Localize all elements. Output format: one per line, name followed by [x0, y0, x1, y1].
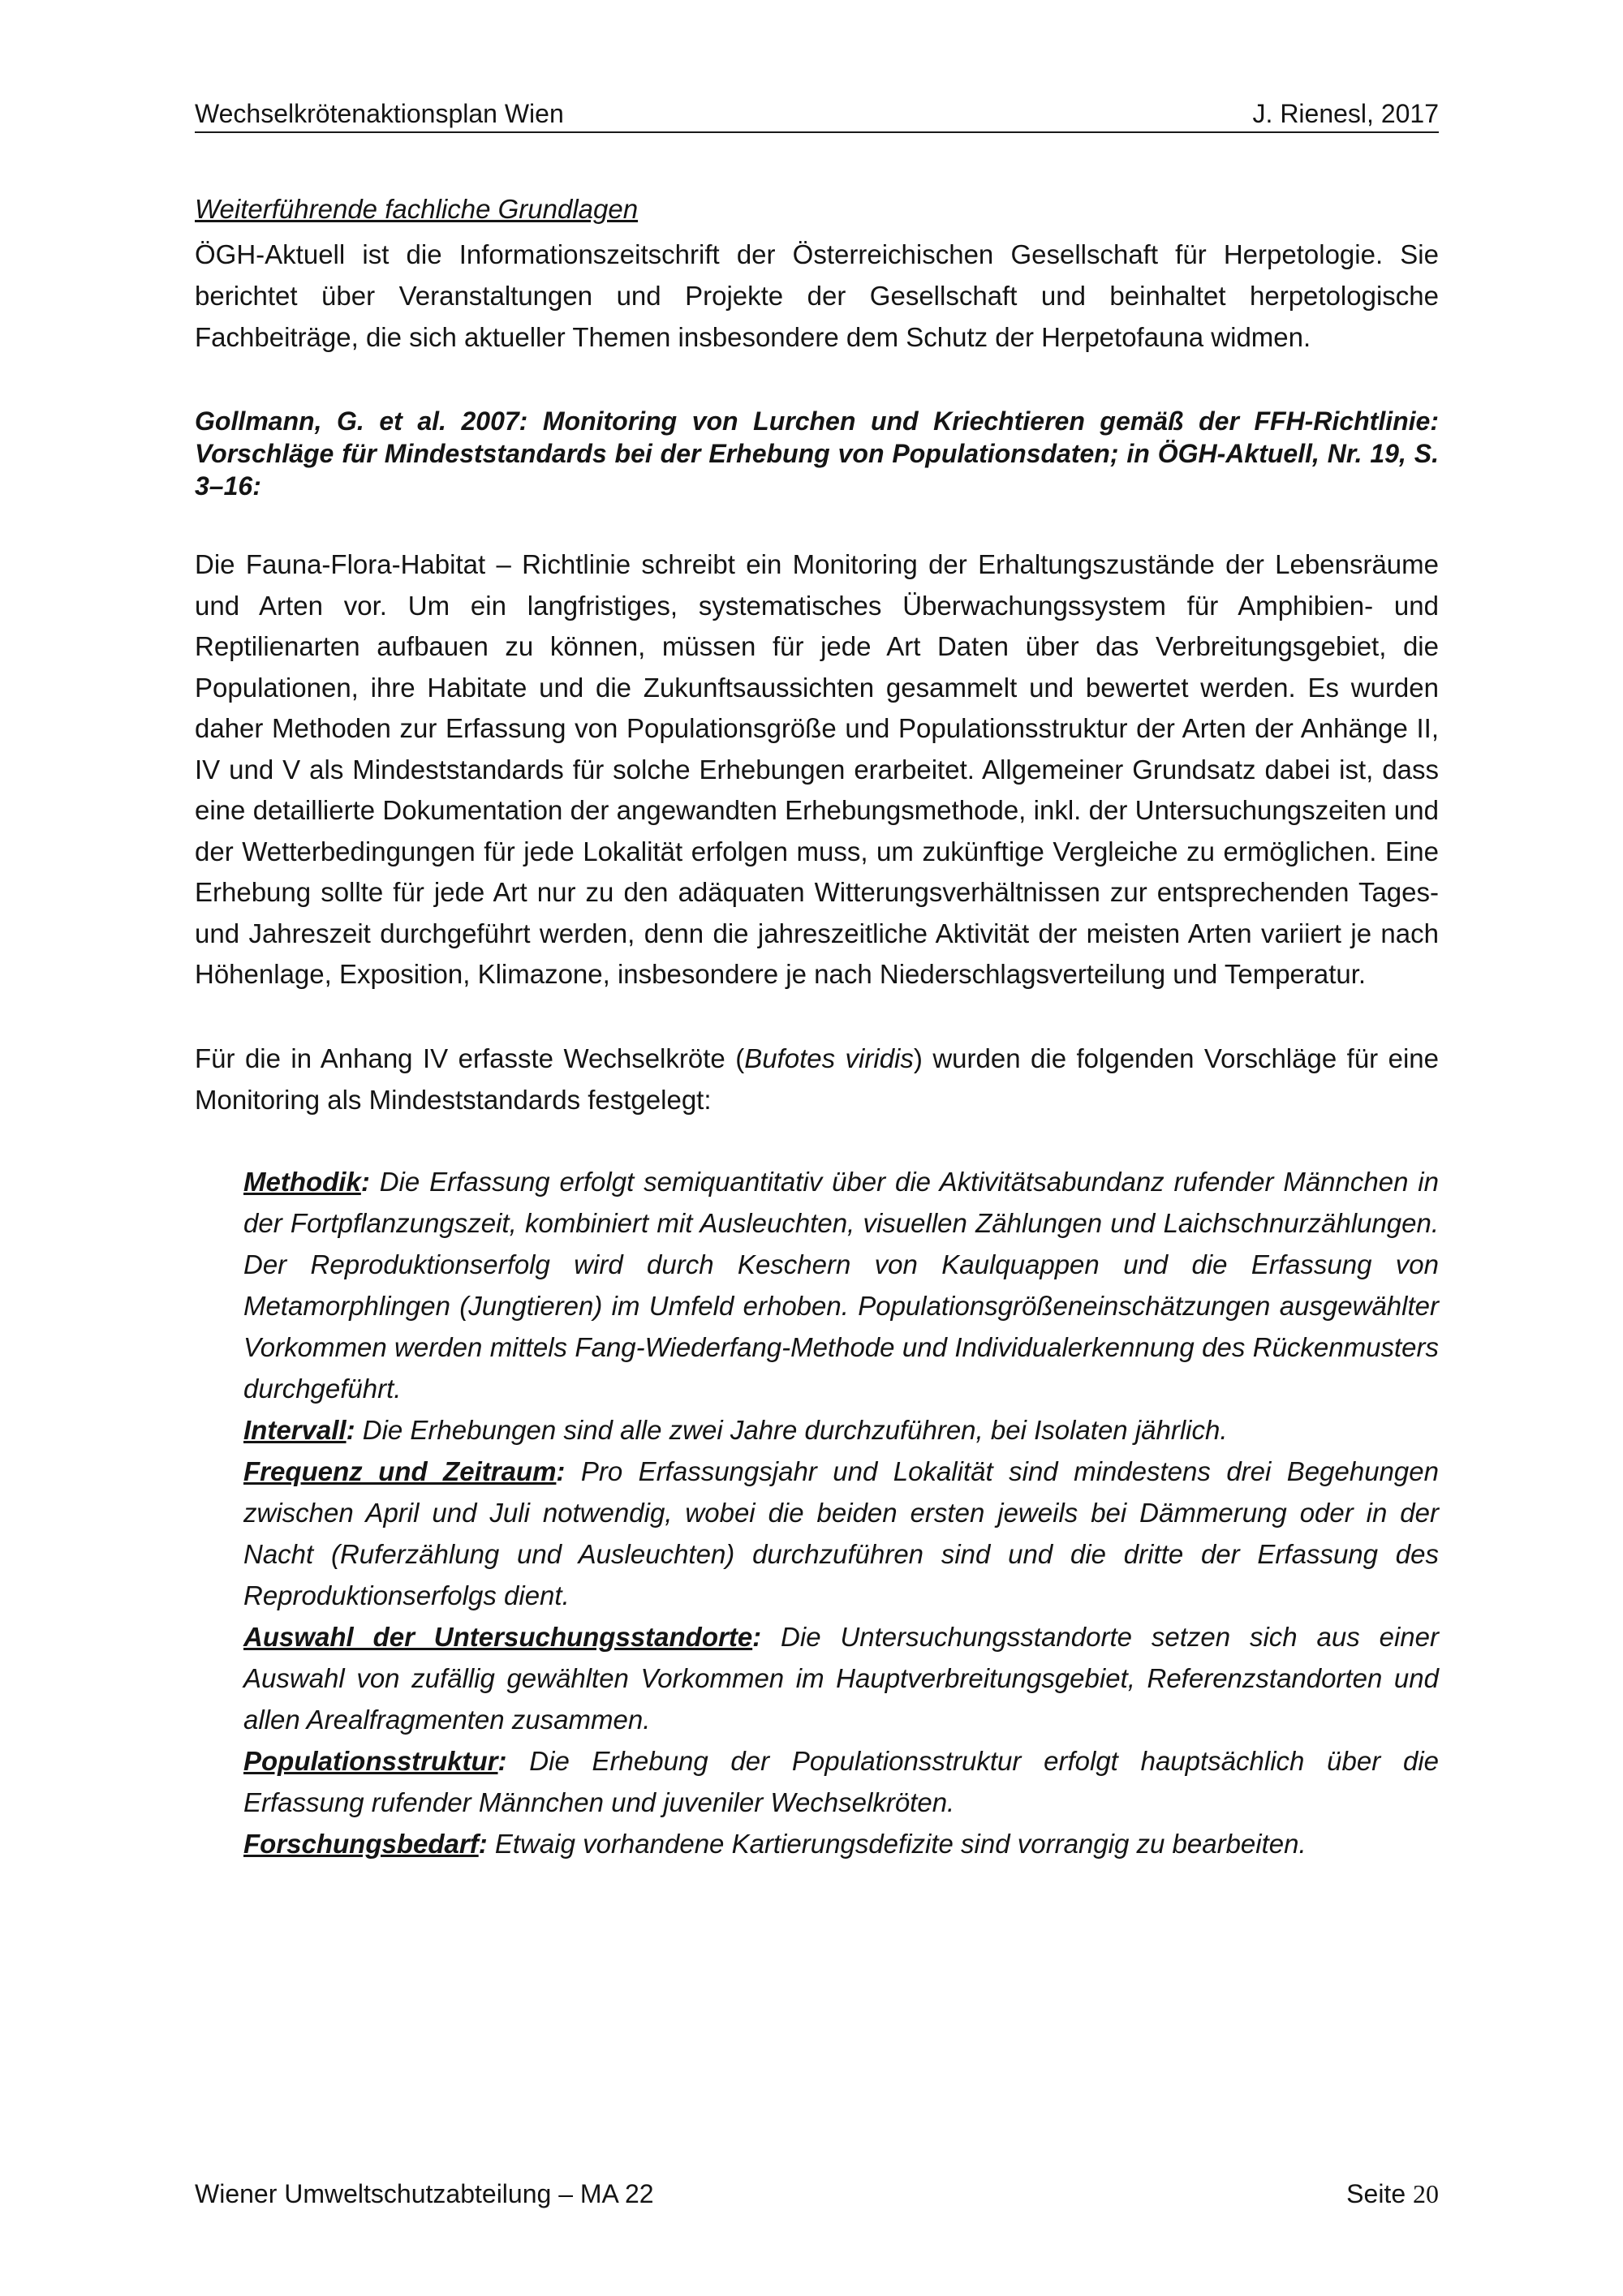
standard-intervall: Intervall: Die Erhebungen sind alle zwei Jahre durchzuführen, bei Isolaten jährlich.: [243, 1414, 1228, 1445]
monitoring-standards: [243, 1161, 1439, 1864]
standard-text: Pro Erfassungsjahr und Lokalität sind mindestens drei Begehungen zwischen April und Juli notwendig, wobei die beiden ersten jeweils bei Dämmerung oder in der Nacht (Ruferzählung und Ausleuchten) durchzuführen sind und die dritte der Erfassung des Reproduktionserfolgs dient.: [243, 1455, 1439, 1610]
standard-methodik: Methodik: Die Erfassung erfolgt semiquantitativ über die Aktivitätsabundanz rufender Männchen in der Fortpflanzungszeit, kombiniert mit Ausleuchten, visuellen Zählungen und Laichschnurzählungen. Der Reproduktionserfolg wird durch Keschern von Kaulquappen und die Erfassung von Metamorphlingen (Jungtieren) im Umfeld erhoben. Populationsgrößeneinschätzungen ausgewählter Vorkommen werden mittels Fang-Wiederfang-Methode und Individualerkennung des Rückenmusters durchgeführt.: [243, 1166, 1439, 1404]
header-title: Wechselkrötenaktionsplan Wien: [195, 99, 564, 128]
footer-page-label: Seite: [1346, 2179, 1413, 2208]
citation: Gollmann, G. et al. 2007: Monitoring von Lurchen und Kriechtieren gemäß der FFH-Richtlinie: Vorschläge für Mindeststandards bei der Erhebung von Populationsdaten; in ÖGH-Aktuell, Nr. 19, S. 3–16:: [195, 406, 1439, 501]
section-title: Weiterführende fachliche Grundlagen: [195, 194, 639, 224]
species-name: Bufotes viridis: [744, 1043, 914, 1073]
standard-text: Die Erfassung erfolgt semiquantitativ über die Aktivitätsabundanz rufender Männchen in der Fortpflanzungszeit, kombiniert mit Ausleuchten, visuellen Zählungen und Laichschnurzählungen. Der Reproduktionserfolg wird durch Keschern von Kaulquappen und die Erfassung von Metamorphlingen (Jungtieren) im Umfeld erhoben. Populationsgrößeneinschätzungen ausgewählter Vorkommen werden mittels Fang-Wiederfang-Methode und Individualerkennung des Rückenmusters durchgeführt.: [243, 1166, 1439, 1404]
page-content: [195, 188, 1439, 1864]
standard-text: Die Erhebungen sind alle zwei Jahre durchzuführen, bei Isolaten jährlich.: [355, 1414, 1228, 1445]
standard-term: Forschungsbedarf: [243, 1828, 479, 1859]
page-footer: [195, 2176, 1439, 2212]
species-intro-before: Für die in Anhang IV erfasste Wechselkröte (: [195, 1043, 745, 1073]
page-header: [195, 96, 1439, 133]
standard-auswahl: Auswahl der Untersuchungsstandorte: Die Untersuchungsstandorte setzen sich aus einer Auswahl von zufällig gewählten Vorkommen im Hauptverbreitungsgebiet, Referenzstandorten und allen Arealfragmenten zusammen.: [243, 1621, 1439, 1735]
standard-term: Methodik: [243, 1166, 361, 1197]
intro-paragraph: ÖGH-Aktuell ist die Informationszeitschrift der Österreichischen Gesellschaft für Herpetologie. Sie berichtet über Veranstaltungen und Projekte der Gesellschaft und beinhaltet herpetologische Fachbeiträge, die sich aktueller Themen insbesondere dem Schutz der Herpetofauna widmen.: [195, 239, 1439, 352]
footer-department: Wiener Umweltschutzabteilung – MA 22: [195, 2179, 654, 2208]
standard-text: Die Erhebung der Populationsstruktur erfolgt hauptsächlich über die Erfassung rufender Männchen und juveniler Wechselkröten.: [243, 1745, 1439, 1817]
summary-paragraph: Die Fauna-Flora-Habitat – Richtlinie schreibt ein Monitoring der Erhaltungszustände der Lebensräume und Arten vor. Um ein langfristiges, systematisches Überwachungssystem für Amphibien- und Reptilienarten aufbauen zu können, müssen für jede Art Daten über das Verbreitungsgebiet, die Populationen, ihre Habitate und die Zukunftsaussichten gesammelt und bewertet werden. Es wurden daher Methoden zur Erfassung von Populationsgröße und Populationsstruktur der Arten der Anhänge II, IV und V als Mindeststandards für solche Erhebungen erarbeitet. Allgemeiner Grundsatz dabei ist, dass eine detaillierte Dokumentation der angewandten Erhebungsmethode, inkl. der Untersuchungszeiten und der Wetterbedingungen für jede Lokalität erfolgen muss, um zukünftige Vergleiche zu ermöglichen. Eine Erhebung sollte für jede Art nur zu den adäquaten Witterungsverhältnissen zur entsprechenden Tages- und Jahreszeit durchgeführt werden, denn die jahreszeitliche Aktivität der meisten Arten variiert je nach Höhenlage, Exposition, Klimazone, insbesondere je nach Niederschlagsverteilung und Temperatur.: [195, 549, 1439, 989]
standard-forschungsbedarf: Forschungsbedarf: Etwaig vorhandene Kartierungsdefizite sind vorrangig zu bearbeiten.: [243, 1828, 1307, 1859]
standard-frequenz: Frequenz und Zeitraum: Pro Erfassungsjahr und Lokalität sind mindestens drei Begehungen zwischen April und Juli notwendig, wobei die beiden ersten jeweils bei Dämmerung oder in der Nacht (Ruferzählung und Ausleuchten) durchzuführen sind und die dritte der Erfassung des Reproduktionserfolgs dient.: [243, 1455, 1439, 1610]
footer-page: [1346, 2176, 1439, 2212]
standard-term: Intervall: [243, 1414, 347, 1445]
standard-term: Auswahl der Untersuchungsstandorte: [243, 1621, 753, 1652]
species-intro-paragraph: [195, 1038, 1439, 1120]
standard-term: Populationsstruktur: [243, 1745, 498, 1776]
header-author-year: J. Rienesl, 2017: [1252, 99, 1439, 128]
standard-populationsstruktur: Populationsstruktur: Die Erhebung der Populationsstruktur erfolgt hauptsächlich über die Erfassung rufender Männchen und juveniler Wechselkröten.: [243, 1745, 1439, 1817]
standard-term: Frequenz und Zeitraum: [243, 1455, 557, 1486]
standard-text: Etwaig vorhandene Kartierungsdefizite sind vorrangig zu bearbeiten.: [487, 1828, 1307, 1859]
standard-text: Die Untersuchungsstandorte setzen sich aus einer Auswahl von zufällig gewählten Vorkommen im Hauptverbreitungsgebiet, Referenzstandorten und allen Arealfragmenten zusammen.: [243, 1621, 1439, 1735]
species-intro-after: ) wurden die folgenden Vorschläge für eine Monitoring als Mindeststandards festgelegt:: [195, 1043, 1439, 1115]
page-number: 20: [1413, 2179, 1439, 2208]
